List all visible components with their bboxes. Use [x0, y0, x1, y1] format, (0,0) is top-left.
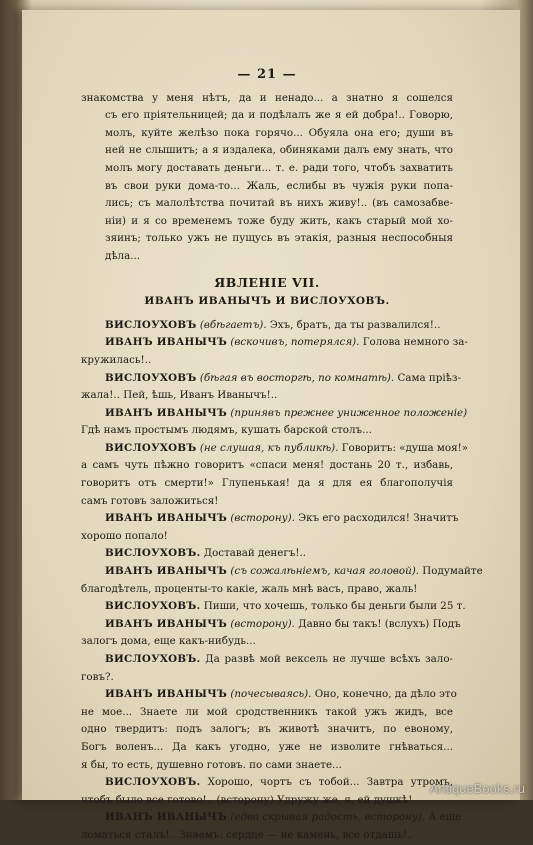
speech-text: жала!.. Пей, ѣшь, Иванъ Иванычъ!.. — [81, 389, 277, 401]
dialogue-text-line — [81, 774, 453, 792]
speech-text: Оно, конечно, да дѣло это — [311, 688, 456, 700]
speaker-name: ВИСЛОУХОВЪ. — [105, 547, 200, 559]
dialogue-line — [81, 651, 453, 686]
dialogue-text-line — [81, 440, 453, 458]
dialogue-line — [81, 616, 453, 651]
speaker-name: ВИСЛОУХОВЪ. — [105, 653, 200, 665]
dialogue-line — [81, 809, 453, 844]
speech-text: Экъ его расходился! Значитъ — [295, 512, 459, 524]
dialogue-text-line — [81, 686, 453, 704]
speech-text: Голова немного за- — [359, 336, 467, 348]
stage-direction: (вскочивъ, потерялся). — [230, 336, 359, 348]
dialogue-line — [81, 370, 453, 405]
scene-title: ЯВЛЕНІЕ VII. — [81, 274, 453, 292]
stage-direction: (вбѣгаетъ). — [200, 319, 267, 331]
dialogue-line — [81, 510, 453, 545]
speaker-name: ВИСЛОУХОВЪ. — [105, 600, 200, 612]
page-content — [81, 66, 453, 845]
opening-paragraph — [81, 90, 453, 266]
dialogue-text-line — [81, 792, 453, 810]
stage-direction: (не слушая, къ публикѣ). — [200, 442, 339, 454]
dialogue-text-line — [81, 651, 453, 669]
dialogue-text-line — [81, 545, 453, 563]
dialogue-text-line — [81, 493, 453, 511]
dialogue-text-line — [81, 633, 453, 651]
speech-text: ломаться сталъ!.. Знаемъ: сердце — не камень, все отдашь!.. — [81, 829, 414, 841]
paragraph-line: молъ могу доставать деньги... т. е. ради того, чтобъ захватить — [81, 160, 453, 178]
book-page — [22, 10, 520, 800]
scene-characters: ИВАНЪ ИВАНЫЧЪ И ВИСЛОУХОВЪ. — [81, 293, 453, 311]
dialogue-text-line — [81, 598, 453, 616]
dialogue-text-line — [81, 757, 453, 775]
speech-text: говъ?. — [81, 671, 114, 683]
speech-text: самъ готовъ заложиться! — [81, 495, 218, 507]
dialogue-text-line — [81, 669, 453, 687]
speech-text: Хорошо, чортъ съ тобой... Завтра утромъ, — [200, 776, 453, 788]
dialogue-text-line — [81, 387, 453, 405]
speaker-name: ИВАНЪ ИВАНЫЧЪ — [105, 407, 227, 419]
paragraph-line: зяинъ; только ужъ не пущусь въ этакія, разныя неспособныя — [81, 230, 453, 248]
paragraph-line: молъ, куйте желѣзо пока горячо... Обуяла она его; души въ — [81, 125, 453, 143]
speaker-name: ВИСЛОУХОВЪ — [105, 372, 197, 384]
speaker-name: ИВАНЪ ИВАНЫЧЪ — [105, 618, 227, 630]
dialogue-text-line — [81, 317, 453, 335]
dialogue-text-line — [81, 704, 453, 722]
dialogue-text-line — [81, 528, 453, 546]
dialogue-text-line — [81, 370, 453, 388]
paragraph-line: въ свои руки дома-то... Жаль, еслибы въ чужія руки попа- — [81, 178, 453, 196]
dialogue-text-line — [81, 352, 453, 370]
speaker-name: ИВАНЪ ИВАНЫЧЪ — [105, 336, 227, 348]
speaker-name: ИВАНЪ ИВАНЫЧЪ — [105, 688, 227, 700]
dialogue-text-line — [81, 405, 453, 423]
dialogue-line — [81, 686, 453, 774]
speaker-name: ВИСЛОУХОВЪ — [105, 319, 197, 331]
speech-text: Гдѣ намъ простымъ людямъ, кушать барской столъ... — [81, 424, 372, 436]
page-number: — 21 — — [81, 66, 453, 84]
dialogue-line — [81, 774, 453, 809]
dialogue-text-line — [81, 809, 453, 827]
dialogue-line — [81, 545, 453, 563]
dialogue — [81, 317, 453, 845]
speaker-name: ВИСЛОУХОВЪ — [105, 442, 197, 454]
speech-text: залогъ дома, еще какъ-нибудь... — [81, 635, 256, 647]
speech-text: Доставай денегъ!.. — [200, 547, 306, 559]
paragraph-line: съ его пріятельницей; да и подѣлалъ же я ей добра!.. Говорю, — [81, 107, 453, 125]
dialogue-text-line — [81, 827, 453, 845]
speech-text: хорошо попало! — [81, 530, 168, 542]
stage-direction: (всторону). — [230, 618, 295, 630]
dialogue-text-line — [81, 616, 453, 634]
speech-text: Сама прiѣз- — [394, 372, 461, 384]
stage-direction: (едва скрывая радость, всторону). — [230, 811, 425, 823]
speech-text: Говоритъ: «душа моя!» — [338, 442, 468, 454]
stage-direction: (съ сожалѣніемъ, качая головой). — [230, 565, 419, 577]
dialogue-line — [81, 598, 453, 616]
speaker-name: ИВАНЪ ИВАНЫЧЪ — [105, 811, 227, 823]
dialogue-text-line — [81, 581, 453, 599]
stage-direction: (бѣгая въ восторгѣ, по комнатѣ). — [200, 372, 394, 384]
speech-text: а самъ чуть пѣжно говоритъ «спаси меня! достань 20 т., избавь, — [81, 459, 453, 471]
paragraph-line: ней не слышитъ; а я издалека, обиняками далъ ему знать, что — [81, 142, 453, 160]
speech-text: Богъ воленъ... Да какъ угодно, уже не изволите гнѣваться... — [81, 741, 453, 753]
speech-text: кружилась!.. — [81, 354, 151, 366]
speech-text: я бы, то есть, душевно готовъ. по сами знаете... — [81, 759, 342, 771]
dialogue-text-line — [81, 739, 453, 757]
speech-text: Подумайте — [419, 565, 483, 577]
dialogue-text-line — [81, 457, 453, 475]
watermark: AntiqueBooks.ru — [430, 781, 525, 796]
speaker-name: ВИСЛОУХОВЪ. — [105, 776, 200, 788]
speech-text: А еще — [425, 811, 461, 823]
speech-text: Пиши, что хочешь, только бы деньги были 25 т. — [200, 600, 465, 612]
speech-text: благодѣтель, проценты-то какіе, жаль мнѣ васъ, право, жаль! — [81, 583, 417, 595]
speech-text: чтобъ было все готово!.. (всторону) Удружу же, я, ей душкѣ! — [81, 794, 412, 806]
speech-text: Давно бы такъ! (вслухъ) Подъ — [295, 618, 461, 630]
dialogue-text-line — [81, 510, 453, 528]
dialogue-text-line — [81, 721, 453, 739]
speech-text: говоритъ отъ смерти!» Глупенькая! да я для ея благополучія — [81, 477, 453, 489]
speech-text: не мое... Знаете ли мой сродственникъ такой ужъ жидъ, все — [81, 706, 453, 718]
stage-direction: (принявъ прежнее униженное положеніе) — [230, 407, 467, 419]
dialogue-text-line — [81, 334, 453, 352]
stage-direction: (почесываясь). — [230, 688, 311, 700]
stage-direction: (всторону). — [230, 512, 295, 524]
paragraph-line: дѣла... — [81, 248, 453, 266]
dialogue-line — [81, 317, 453, 335]
speech-text: одно твердитъ: подъ залогъ; въ животѣ значитъ, по евоному, — [81, 723, 453, 735]
paragraph-line: лись; съ малолѣтства почитай въ нихъ живу!.. (въ самозабве- — [81, 195, 453, 213]
dialogue-line — [81, 405, 453, 440]
speaker-name: ИВАНЪ ИВАНЫЧЪ — [105, 565, 227, 577]
dialogue-line — [81, 334, 453, 369]
dialogue-text-line — [81, 422, 453, 440]
speaker-name: ИВАНЪ ИВАНЫЧЪ — [105, 512, 227, 524]
dialogue-text-line — [81, 563, 453, 581]
dialogue-line — [81, 563, 453, 598]
speech-text: Эхъ, братъ, да ты развалился!.. — [267, 319, 441, 331]
dialogue-text-line — [81, 475, 453, 493]
speech-text: Да развѣ мой вексель не лучше всѣхъ зало- — [200, 653, 453, 665]
paragraph-line: знакомства у меня нѣтъ, да и ненадо... а знатно я сошелся — [81, 90, 453, 108]
dialogue-line — [81, 440, 453, 510]
paragraph-line: ніи) и я со временемъ тоже буду жить, какъ старый мой хо- — [81, 213, 453, 231]
